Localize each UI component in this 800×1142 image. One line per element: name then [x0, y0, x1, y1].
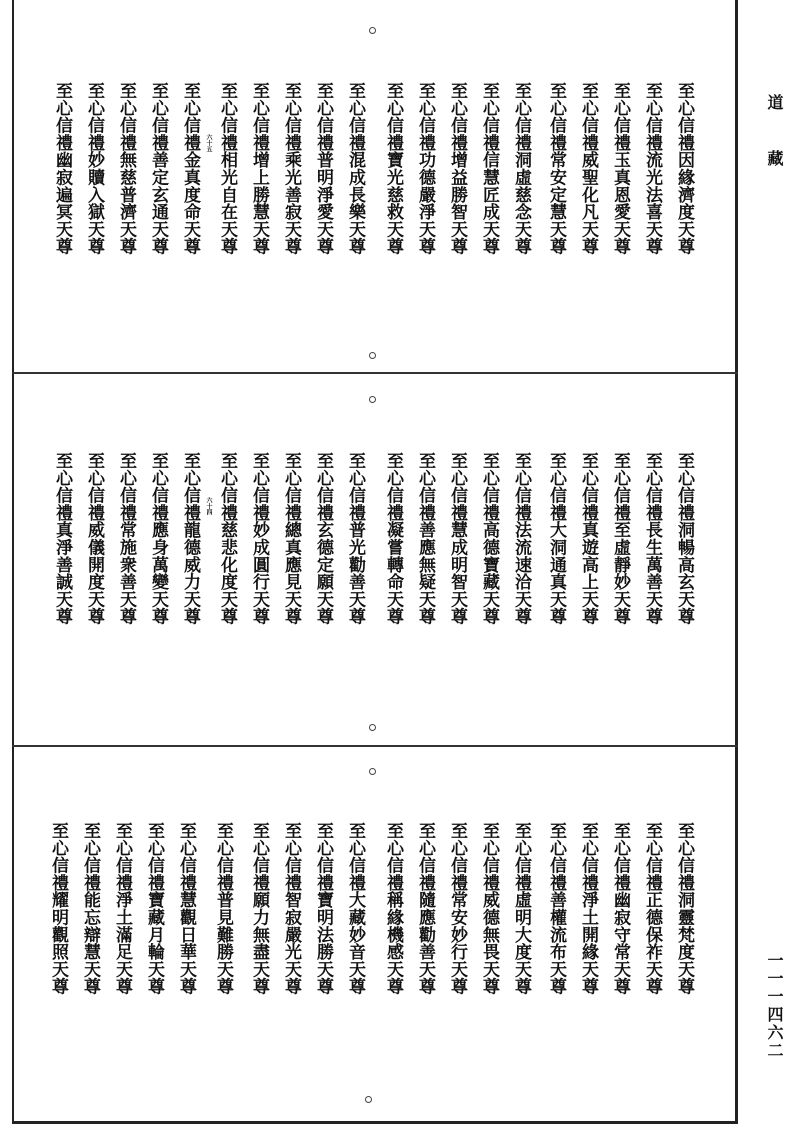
text-column: 至心信禮常安定慧天尊 — [546, 82, 566, 255]
panel-divider-2 — [12, 745, 738, 747]
text-column: 至心信禮寶光慈救天尊 — [383, 82, 403, 255]
binding-hole-icon — [369, 396, 376, 403]
text-panel-bottom — [14, 822, 734, 1062]
text-column: 至心信禮功德嚴淨天尊 — [415, 82, 435, 255]
text-column: 至心信禮洞靈梵度天尊 — [674, 822, 694, 995]
text-column: 至心信禮願力無盡天尊 — [249, 822, 269, 995]
text-column: 至心信禮妙成圓行天尊 — [249, 452, 269, 625]
folio-number: 六十五 — [205, 134, 212, 152]
text-column: 至心信禮玄德定願天尊 — [313, 452, 333, 625]
text-column: 至心信禮慈悲化度天尊 — [217, 452, 237, 625]
binding-hole-icon — [369, 27, 376, 34]
text-column: 至心信禮高德寶藏天尊 — [479, 452, 499, 625]
text-column: 至心信禮流光法喜天尊 — [642, 82, 662, 255]
text-column: 至心信禮正德保祚天尊 — [642, 822, 662, 995]
text-column: 至心信禮信慧匠成天尊 — [479, 82, 499, 255]
text-column: 至心信禮善應無疑天尊 — [415, 452, 435, 625]
text-column: 至心信禮常安妙行天尊 — [447, 822, 467, 995]
text-column: 至心信禮至虛靜妙天尊 — [610, 452, 630, 625]
text-column: 至心信禮普明淨愛天尊 — [313, 82, 333, 255]
page-number: 一一一四六二 — [765, 952, 784, 1060]
text-column: 至心信禮妙贖入獄天尊 — [84, 82, 104, 255]
text-column: 至心信禮稱緣機感天尊 — [383, 822, 403, 995]
binding-hole-icon — [369, 724, 376, 731]
text-column: 至心信禮真遊高上天尊 — [578, 452, 598, 625]
text-column: 至心信禮玉真恩愛天尊 — [610, 82, 630, 255]
text-column: 至心信禮增益勝智天尊 — [447, 82, 467, 255]
text-column: 至心信禮耀明觀照天尊 — [48, 822, 68, 995]
collection-title: 藏 — [765, 150, 784, 166]
binding-hole-icon — [369, 352, 376, 359]
text-column: 至心信禮應身萬變天尊 — [148, 452, 168, 625]
text-column: 至心信禮龍德威力天尊 — [180, 452, 200, 625]
text-column: 至心信禮寶藏月輪天尊 — [144, 822, 164, 995]
text-column: 至心信禮相光自在天尊 — [217, 82, 237, 255]
text-column: 至心信禮幽寂守常天尊 — [610, 822, 630, 995]
text-column: 至心信禮凝嘗轉命天尊 — [383, 452, 403, 625]
text-panel-top — [14, 82, 734, 322]
text-column: 至心信禮因緣濟度天尊 — [674, 82, 694, 255]
text-column: 至心信禮普光勸善天尊 — [345, 452, 365, 625]
text-column: 至心信禮虛明大度天尊 — [511, 822, 531, 995]
text-column: 至心信禮威儀開度天尊 — [84, 452, 104, 625]
text-column: 至心信禮淨土滿足天尊 — [112, 822, 132, 995]
text-column: 至心信禮大洞通真天尊 — [546, 452, 566, 625]
text-column: 至心信禮常施衆善天尊 — [116, 452, 136, 625]
text-column: 至心信禮增上勝慧天尊 — [249, 82, 269, 255]
text-column: 至心信禮乘光善寂天尊 — [281, 82, 301, 255]
text-column: 至心信禮總真應見天尊 — [281, 452, 301, 625]
text-column: 至心信禮無慈普濟天尊 — [116, 82, 136, 255]
text-column: 至心信禮善權流布天尊 — [546, 822, 566, 995]
text-panel-middle — [14, 452, 734, 692]
text-column: 至心信禮寶明法勝天尊 — [313, 822, 333, 995]
text-column: 至心信禮洞暢高玄天尊 — [674, 452, 694, 625]
text-column: 至心信禮慧觀日華天尊 — [176, 822, 196, 995]
text-column: 至心信禮能忘辯慧天尊 — [80, 822, 100, 995]
collection-title: 道 — [765, 94, 784, 110]
panel-divider-1 — [12, 372, 738, 374]
text-column: 至心信禮慧成明智天尊 — [447, 452, 467, 625]
text-column: 至心信禮大藏妙音天尊 — [345, 822, 365, 995]
binding-hole-icon — [365, 1096, 372, 1103]
text-column: 至心信禮威聖化凡天尊 — [578, 82, 598, 255]
text-column: 至心信禮智寂嚴光天尊 — [281, 822, 301, 995]
text-column: 至心信禮金真度命天尊 — [180, 82, 200, 255]
binding-hole-icon — [369, 768, 376, 775]
text-column: 至心信禮善定玄通天尊 — [148, 82, 168, 255]
text-column: 至心信禮淨土開緣天尊 — [578, 822, 598, 995]
folio-number: 六十四 — [205, 497, 212, 515]
text-column: 至心信禮長生萬善天尊 — [642, 452, 662, 625]
text-column: 至心信禮隨應勸善天尊 — [415, 822, 435, 995]
text-column: 至心信禮混成長樂天尊 — [345, 82, 365, 255]
text-column: 至心信禮威德無畏天尊 — [479, 822, 499, 995]
text-column: 至心信禮洞虛慈念天尊 — [511, 82, 531, 255]
text-column: 至心信禮幽寂遍冥天尊 — [52, 82, 72, 255]
text-column: 至心信禮真淨善誠天尊 — [52, 452, 72, 625]
text-column: 至心信禮普見難勝天尊 — [213, 822, 233, 995]
text-column: 至心信禮法流速洽天尊 — [511, 452, 531, 625]
